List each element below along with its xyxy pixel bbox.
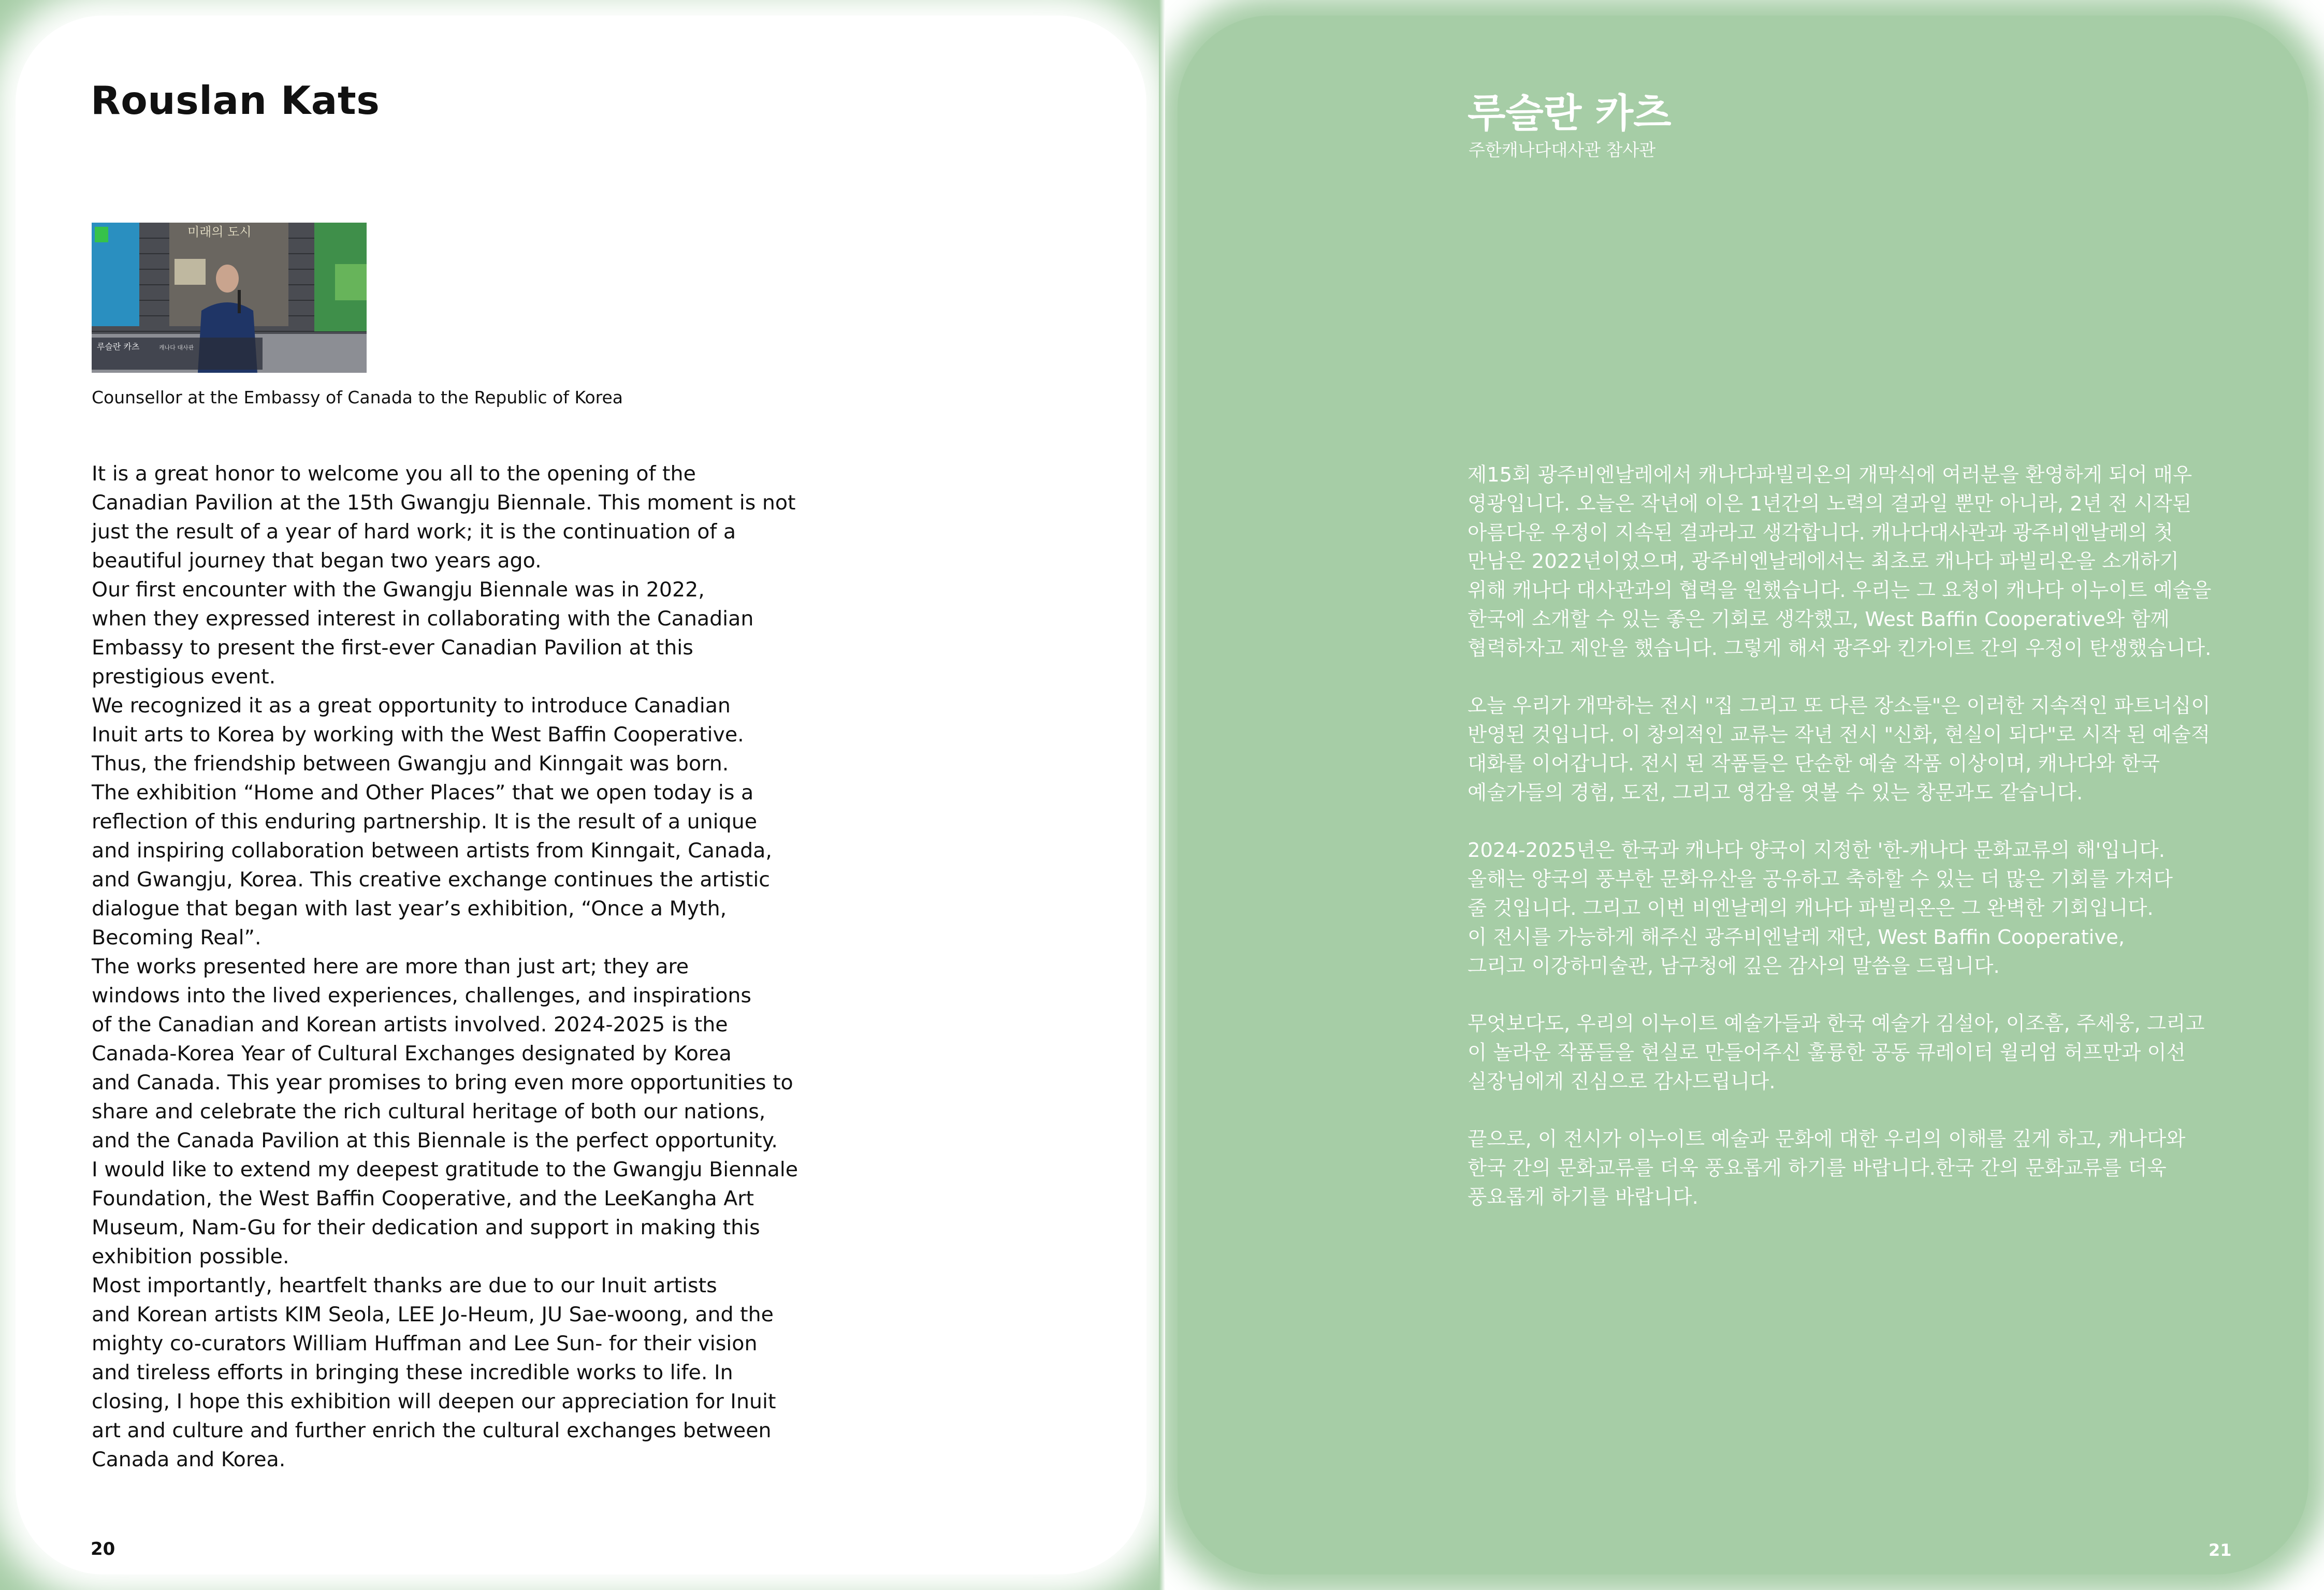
body-line: I would like to extend my deepest gratitude to the Gwangju Biennale [92,1158,798,1181]
body-line: beautiful journey that began two years ago. [92,549,542,573]
paragraph-line: 영광입니다. 오늘은 작년에 이은 1년간의 노력의 결과일 뿐만 아니라, 2년 전 시작된 [1468,492,2192,516]
body-line: and Canada. This year promises to bring even more opportunities to [92,1071,793,1095]
body-line: Canada and Korea. [92,1448,286,1471]
paragraph-line: 2024-2025년은 한국과 캐나다 양국이 지정한 '한-캐나다 문화교류의 해'입니다. [1468,839,2165,863]
speech-body-en [92,459,798,1474]
paragraph-line: 실장님에게 진심으로 감사드립니다. [1468,1070,1776,1093]
body-line: Canada-Korea Year of Cultural Exchanges designated by Korea [92,1042,732,1066]
speaker-photo [92,223,367,373]
photo-banner-role: 캐나다 대사관 [159,344,194,351]
page-gutter [1159,0,1165,1590]
body-line: of the Canadian and Korean artists involved. 2024-2025 is the [92,1013,728,1037]
body-line: It is a great honor to welcome you all to the opening of the [92,462,696,486]
paragraph-line: 위해 캐나다 대사관과의 협력을 원했습니다. 우리는 그 요청이 캐나다 이누이트 예술을 [1468,579,2212,603]
paragraph-line: 이 놀라운 작품들을 현실로 만들어주신 훌륭한 공동 큐레이터 윌리엄 허프만과 이선 [1468,1041,2186,1064]
paragraph [1468,836,2211,981]
speech-body-ko [1468,461,2211,1241]
poster-text: 미래의 도시 [187,225,252,239]
body-line: Embassy to present the first-ever Canadian Pavilion at this [92,636,693,660]
paragraph-line: 대화를 이어갑니다. 전시 된 작품들은 단순한 예술 작품 이상이며, 캐나다와 한국 [1468,752,2160,776]
page-number-right: 21 [2209,1540,2232,1560]
body-line: share and celebrate the rich cultural heritage of both our nations, [92,1100,766,1124]
body-line: The exhibition “Home and Other Places” that we open today is a [92,781,754,805]
body-line: Thus, the friendship between Gwangju and Kinngait was born. [92,752,729,776]
paragraph-line: 끝으로, 이 전시가 이누이트 예술과 문화에 대한 우리의 이해를 깊게 하고, 캐나다와 [1468,1128,2186,1151]
paragraph-line: 한국에 소개할 수 있는 좋은 기회로 생각했고, West Baffin Cooperative와 함께 [1468,607,2170,631]
body-line: mighty co-curators William Huffman and Lee Sun- for their vision [92,1332,758,1355]
body-line: The works presented here are more than just art; they are [92,955,689,979]
paragraph-line: 무엇보다도, 우리의 이누이트 예술가들과 한국 예술가 김설아, 이조흠, 주세웅, 그리고 [1468,1012,2205,1036]
paragraph-line: 아름다운 우정이 지속된 결과라고 생각합니다. 캐나다대사관과 광주비엔날레의 첫 [1468,521,2173,545]
paragraph [1468,1010,2211,1096]
speaker-title-ko: 주한캐나다대사관 참사관 [1469,140,1656,160]
body-line: and tireless efforts in bringing these incredible works to life. In [92,1361,733,1384]
body-line: dialogue that began with last year’s exhibition, “Once a Myth, [92,897,727,921]
paragraph-line: 협력하자고 제안을 했습니다. 그렇게 해서 광주와 킨가이트 간의 우정이 탄생했습니다. [1468,636,2212,660]
paragraph-line: 제15회 광주비엔날레에서 캐나다파빌리온의 개막식에 여러분을 환영하게 되어 매우 [1468,463,2192,487]
body-line: closing, I hope this exhibition will deepen our appreciation for Inuit [92,1390,776,1413]
paragraph-line: 줄 것입니다. 그리고 이번 비엔날레의 캐나다 파빌리온은 그 완벽한 기회입니다. [1468,896,2154,920]
body-line: windows into the lived experiences, challenges, and inspirations [92,984,751,1008]
speaker-caption-en: Counsellor at the Embassy of Canada to the Republic of Korea [92,387,623,407]
body-line: Our first encounter with the Gwangju Biennale was in 2022, [92,578,705,602]
paragraph-line: 그리고 이강하미술관, 남구청에 깊은 감사의 말씀을 드립니다. [1468,954,2000,978]
paragraph-line: 한국 간의 문화교류를 더욱 풍요롭게 하기를 바랍니다.한국 간의 문화교류를 더욱 [1468,1157,2167,1180]
paragraph-line: 오늘 우리가 개막하는 전시 "집 그리고 또 다른 장소들"은 이러한 지속적인 파트너십이 [1468,694,2211,718]
paragraph-line: 이 전시를 가능하게 해주신 광주비엔날레 재단, West Baffin Cooperative, [1468,925,2125,949]
body-line: Museum, Nam-Gu for their dedication and support in making this [92,1216,760,1239]
body-line: prestigious event. [92,665,276,689]
body-line: Canadian Pavilion at the 15th Gwangju Biennale. This moment is not [92,491,796,515]
speaker-name-ko: 루슬란 카츠 [1468,90,1672,136]
body-line: just the result of a year of hard work; it is the continuation of a [92,520,736,544]
paragraph [1468,692,2211,807]
body-line: art and culture and further enrich the cultural exchanges between [92,1419,772,1442]
body-line: Becoming Real”. [92,926,262,950]
body-line: and the Canada Pavilion at this Biennale is the perfect opportunity. [92,1129,778,1153]
body-line: and inspiring collaboration between artists from Kinngait, Canada, [92,839,772,863]
body-line: Foundation, the West Baffin Cooperative, and the LeeKangha Art [92,1187,754,1210]
photo-banner-name: 루슬란 카츠 [97,342,140,352]
body-line: We recognized it as a great opportunity to introduce Canadian [92,694,731,718]
body-line: Inuit arts to Korea by working with the West Baffin Cooperative. [92,723,744,747]
paragraph-line: 만남은 2022년이었으며, 광주비엔날레에서는 최초로 캐나다 파빌리온을 소개하기 [1468,550,2179,574]
speaker-name-en: Rouslan Kats [91,78,380,123]
paragraph-line: 예술가들의 경험, 도전, 그리고 영감을 엿볼 수 있는 창문과도 같습니다. [1468,781,2083,805]
body-line: Most importantly, heartfelt thanks are due to our Inuit artists [92,1274,717,1297]
paragraph-line: 올해는 양국의 풍부한 문화유산을 공유하고 축하할 수 있는 더 많은 기회를 가져다 [1468,868,2173,892]
body-line: reflection of this enduring partnership. It is the result of a unique [92,810,758,834]
paragraph-line: 반영된 것입니다. 이 창의적인 교류는 작년 전시 "신화, 현실이 되다"로 시작 된 예술적 [1468,723,2211,747]
body-line: and Gwangju, Korea. This creative exchange continues the artistic [92,868,771,892]
body-line: and Korean artists KIM Seola, LEE Jo-Heum, JU Sae-woong, and the [92,1303,774,1326]
paragraph-line: 풍요롭게 하기를 바랍니다. [1468,1185,1698,1209]
body-line: exhibition possible. [92,1245,289,1268]
body-line: when they expressed interest in collaborating with the Canadian [92,607,754,631]
paragraph [1468,461,2211,663]
page-number-left: 20 [91,1539,115,1559]
paragraph [1468,1125,2211,1212]
